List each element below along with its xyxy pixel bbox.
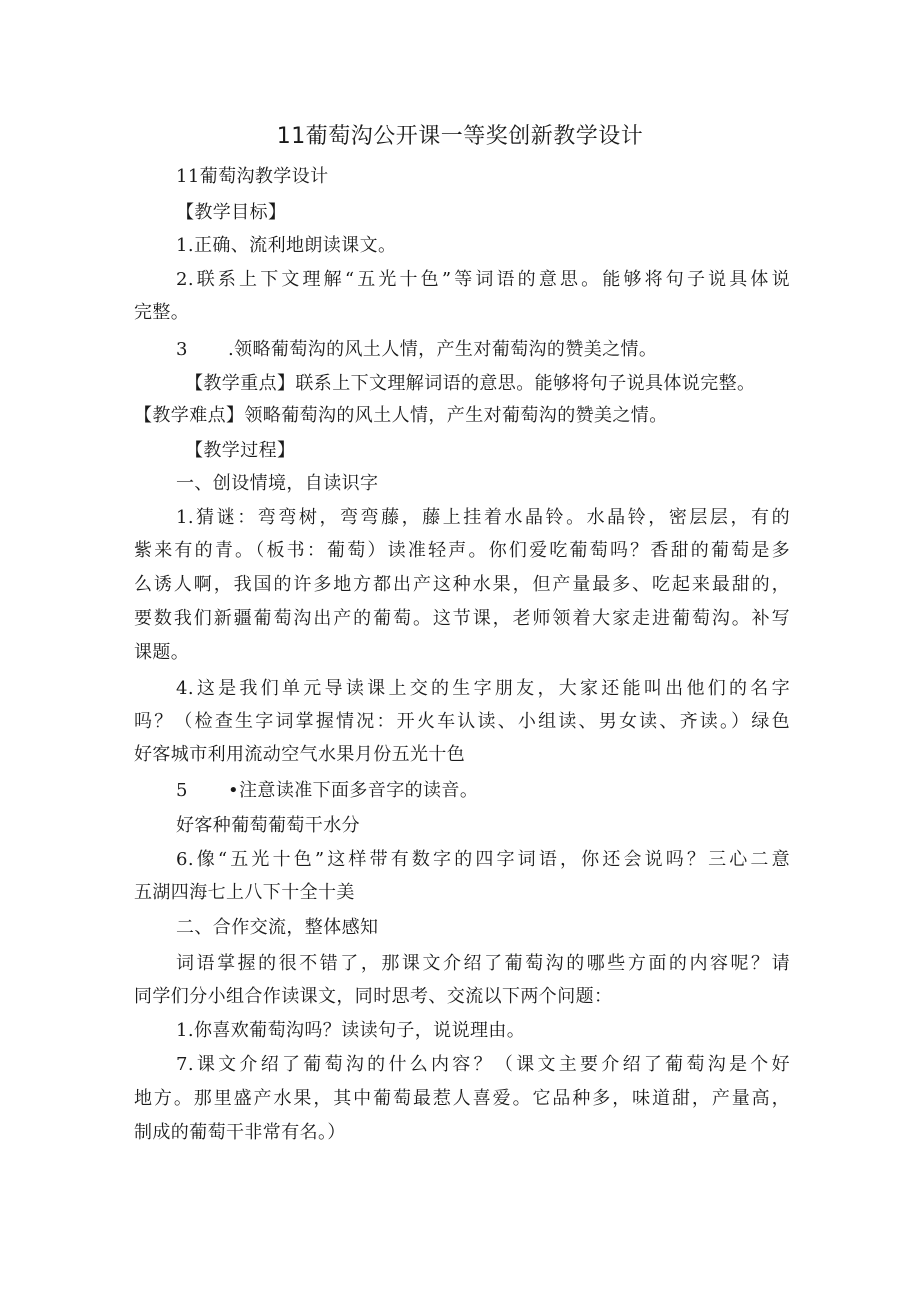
process-heading: 【教学过程】 xyxy=(185,440,296,461)
question-7-line-1: 7.课文介绍了葡萄沟的什么内容？（课文主要介绍了葡萄沟是个好 xyxy=(176,1054,790,1075)
document-title: 11葡萄沟公开课一等奖创新教学设计 xyxy=(276,124,644,149)
paragraph-6-line-2: 五湖四海七上八下十全十美 xyxy=(134,882,355,903)
paragraph-1-line-5: 课题。 xyxy=(134,642,190,663)
objective-3-number: 3 xyxy=(176,339,188,360)
section-heading-2: 二、合作交流，整体感知 xyxy=(176,917,379,938)
paragraph-1-line-1: 1.猜谜：弯弯树，弯弯藤，藤上挂着水晶铃。水晶铃，密层层，有的 xyxy=(176,507,790,528)
question-1: 1.你喜欢葡萄沟吗？读读句子，说说理由。 xyxy=(176,1020,526,1041)
section-heading-1: 一、创设情境，自读识字 xyxy=(176,473,379,494)
difficulty-point: 【教学难点】领略葡萄沟的风土人情，产生对葡萄沟的赞美之情。 xyxy=(134,405,668,426)
paragraph-6-line-1: 6.像“五光十色”这样带有数字的四字词语，你还会说吗？三心二意 xyxy=(176,849,790,870)
question-7-line-2: 地方。那里盛产水果，其中葡萄最惹人喜爱。它品种多，味道甜，产量高， xyxy=(134,1088,790,1109)
paragraph-7-line-1: 词语掌握的很不错了，那课文介绍了葡萄沟的哪些方面的内容呢？请 xyxy=(176,953,790,974)
key-point: 【教学重点】联系上下文理解词语的意思。能够将句子说具体说完整。 xyxy=(185,373,756,394)
objective-1: 1.正确、流利地朗读课文。 xyxy=(176,235,397,256)
paragraph-4-line-3: 好客城市利用流动空气水果月份五光十色 xyxy=(134,744,466,765)
subtitle: 11葡萄沟教学设计 xyxy=(176,166,329,187)
paragraph-4-line-1: 4.这是我们单元导读课上交的生字朋友，大家还能叫出他们的名字 xyxy=(176,678,790,699)
paragraph-7-line-2: 同学们分小组合作读课文，同时思考、交流以下两个问题： xyxy=(134,986,613,1007)
objective-3-text: .领略葡萄沟的风土人情，产生对葡萄沟的赞美之情。 xyxy=(228,339,658,360)
paragraph-1-line-3: 么诱人啊，我国的许多地方都出产这种水果，但产量最多、吃起来最甜的， xyxy=(134,574,790,595)
paragraph-5-text: •注意读准下面多音字的读音。 xyxy=(228,780,479,801)
paragraph-1-line-2: 紫来有的青。（板书：葡萄）读准轻声。你们爱吃葡萄吗？香甜的葡萄是多 xyxy=(134,540,790,561)
polyphone-words: 好客种葡萄葡萄干水分 xyxy=(176,815,360,836)
paragraph-4-line-2: 吗？（检查生字词掌握情况：开火车认读、小组读、男女读、齐读。）绿色 xyxy=(134,711,790,732)
objective-2-line-2: 完整。 xyxy=(134,302,190,323)
paragraph-5-number: 5 xyxy=(176,780,188,801)
objectives-heading: 【教学目标】 xyxy=(176,202,287,223)
paragraph-1-line-4: 要数我们新疆葡萄沟出产的葡萄。这节课，老师领着大家走进葡萄沟。补写 xyxy=(134,608,790,629)
objective-2-line-1: 2.联系上下文理解“五光十色”等词语的意思。能够将句子说具体说 xyxy=(176,269,790,290)
question-7-line-3: 制成的葡萄干非常有名。） xyxy=(134,1122,346,1143)
